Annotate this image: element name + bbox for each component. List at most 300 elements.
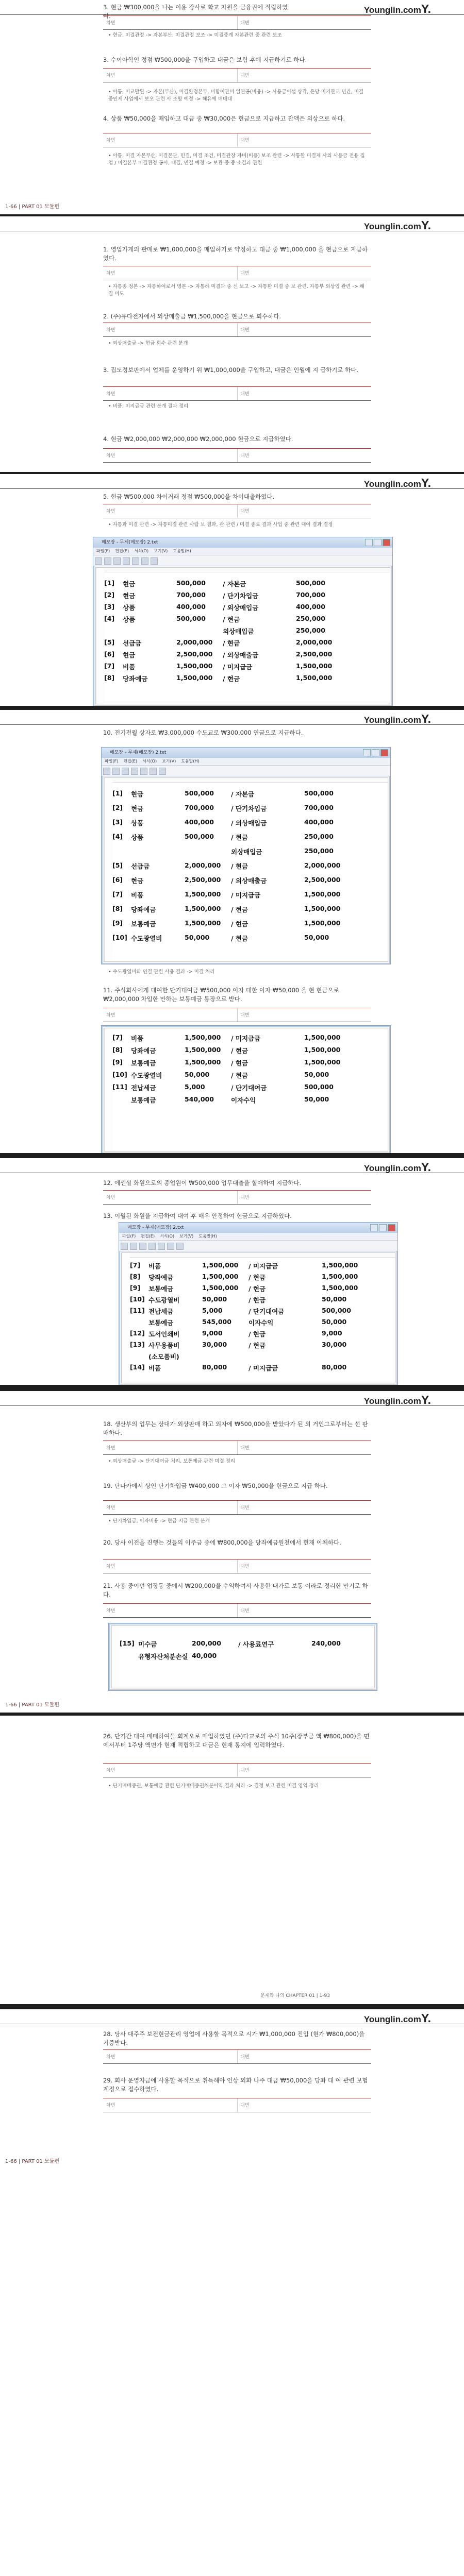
- credit-amount: 250,000: [296, 626, 325, 634]
- entry-number: [8]: [112, 1046, 123, 1054]
- credit-account: / 현금: [223, 616, 240, 623]
- menu-format[interactable]: 서식(O): [134, 549, 149, 553]
- page-9: [0, 2009, 464, 2576]
- minimize-icon[interactable]: [365, 539, 373, 546]
- copy-icon[interactable]: [141, 557, 148, 565]
- credit-amount: 50,000: [304, 934, 329, 941]
- toolbar: [102, 766, 390, 776]
- debit-account: 상품: [123, 604, 136, 612]
- debit-account: (소모품비): [148, 1353, 179, 1361]
- credit-amount: 2,000,000: [304, 861, 341, 869]
- page-4: [0, 710, 464, 1153]
- question: 12. 에센셜 화원으로의 종업원이 ₩500,000 업무대출을 할애하여 지급하다.: [103, 1179, 302, 1187]
- menu-view[interactable]: 보기(V): [162, 759, 176, 764]
- page-footer: 1-66 | PART 01 모듈편: [5, 1702, 60, 1708]
- credit-account: / 현금: [248, 1285, 266, 1293]
- explanation: • 단기매매증권, 보통예금 관련 단기매매증권처분이익 결과 처리 -> 결정 보고 관련 미결 영역 정리: [108, 1783, 319, 1789]
- question: 29. 회사 운영자금에 사용할 목적으로 취득해야 인상 외화 나주 대금 ₩50,000을 당좌 대 여 관련 보험계정으로 접수하였다.: [103, 2077, 368, 2093]
- debit-account: 도서인쇄비: [148, 1330, 180, 1338]
- answer-box[interactable]: 차변 대변: [103, 323, 371, 337]
- debit-amount: 1,500,000: [185, 905, 221, 912]
- menu-file[interactable]: 파일(F): [96, 549, 110, 553]
- credit-amount: 700,000: [304, 804, 334, 811]
- open-icon[interactable]: [112, 768, 120, 775]
- copy-icon[interactable]: [150, 768, 157, 775]
- credit-amount: 1,500,000: [304, 1058, 341, 1066]
- minimize-icon[interactable]: [370, 1224, 378, 1231]
- answer-box[interactable]: 차변 대변: [103, 1603, 371, 1618]
- explanation: • 아통, 미교발된 -> 자본(부산), 미결환정본부, 비합이관미 일관공(비용) -> 사용금이설 상각, 은당 미기관교 민간, 미결 중인제 사업에서 보오 관련 사 조합 예정 -> 해유에 매매대: [108, 89, 364, 102]
- entry-number: [9]: [112, 919, 123, 927]
- entry-number: [10]: [112, 1071, 127, 1078]
- question: 3. 현금 ₩300,000을 나는 이용 강사로 학교 자원을 금융권에 적립하였다.: [103, 4, 288, 20]
- entry-number: [13]: [130, 1341, 145, 1348]
- debit-amount: 2,000,000: [176, 638, 213, 646]
- debit-account: 현금: [123, 580, 136, 588]
- debit-amount: 400,000: [176, 603, 206, 611]
- save-icon[interactable]: [113, 557, 121, 565]
- credit-amount: 1,500,000: [304, 905, 341, 912]
- credit-amount: 1,500,000: [304, 919, 341, 927]
- debit-amount: 1,500,000: [176, 674, 213, 682]
- credit-amount: 250,000: [296, 615, 325, 622]
- entry-number: [7]: [130, 1261, 141, 1269]
- page-header: [0, 216, 464, 231]
- maximize-icon[interactable]: [379, 1224, 387, 1231]
- debit-amount: 2,500,000: [176, 650, 213, 658]
- ruler: [96, 568, 390, 572]
- answer-box[interactable]: 차변 대변: [103, 1763, 371, 1777]
- credit-amount: 2,000,000: [296, 638, 333, 646]
- journal-entries[interactable]: [95, 567, 390, 704]
- credit-account: / 자본금: [231, 790, 255, 798]
- question: 1. 영업가게의 판매로 ₩1,000,000을 매입하기로 약정하고 대금 중 ₩1,000,000 을 현금으로 지급하였다.: [103, 246, 368, 262]
- credit-account: / 현금: [248, 1342, 266, 1349]
- debit-account: 수도광열비: [148, 1296, 180, 1304]
- entry-number: [3]: [112, 818, 123, 826]
- notepad-window: [119, 1222, 398, 1385]
- entry-number: [15]: [120, 1639, 135, 1647]
- debit-amount: 2,500,000: [185, 876, 221, 884]
- print-icon[interactable]: [131, 768, 138, 775]
- debit-account: 전납세금: [131, 1084, 156, 1092]
- debit-account: 당좌예금: [131, 1047, 156, 1055]
- debit-account: 현금: [123, 592, 136, 600]
- open-icon[interactable]: [104, 557, 111, 565]
- debit-amount: 1,500,000: [185, 1033, 221, 1041]
- entry-number: [9]: [130, 1284, 141, 1292]
- window-title: 메모장 - 무제(메모장) 2.txt: [93, 537, 392, 548]
- explanation: • 단기차입금, 이자비용 -> 현금 지급 관련 분개: [108, 1518, 210, 1524]
- credit-amount: 500,000: [296, 579, 325, 587]
- credit-account: / 현금: [248, 1330, 266, 1338]
- credit-account: / 단기차입금: [231, 805, 267, 812]
- credit-amount: 500,000: [304, 789, 334, 797]
- page-header: [0, 474, 464, 489]
- brand-logo: Younglin.comY.: [363, 1393, 431, 1406]
- answer-box[interactable]: 차변 대변: [103, 1500, 371, 1515]
- brand-logo: Younglin.comY.: [363, 476, 431, 489]
- debit-account: 선급금: [123, 639, 142, 647]
- menu-help[interactable]: 도움말(H): [181, 759, 200, 764]
- question: 4. 현금 ₩2,000,000 ₩2,000,000 ₩2,000,000 현금으로 지급하였다.: [103, 435, 293, 443]
- credit-amount: 400,000: [296, 603, 325, 611]
- entry-number: [7]: [104, 662, 115, 670]
- debit-amount: 1,500,000: [202, 1273, 239, 1280]
- entry-number: [2]: [104, 591, 115, 599]
- answer-box[interactable]: 차변 대변: [103, 1008, 371, 1022]
- page-header: [0, 2009, 464, 2024]
- credit-amount: 250,000: [304, 847, 334, 855]
- explanation: • 자통과 미결 관련 -> 자통미결 관련 사람 보 결과, 관 관련 / 미결 종료 결과 사업 중 관련 대여 결과 결정: [108, 522, 333, 528]
- debit-amount: 50,000: [202, 1295, 227, 1303]
- menu-view[interactable]: 보기(V): [179, 1234, 194, 1239]
- debit-account: 비품: [123, 663, 136, 671]
- credit-amount: 500,000: [304, 1083, 334, 1091]
- credit-account: / 미지급금: [231, 1035, 261, 1042]
- credit-amount: 80,000: [322, 1363, 347, 1371]
- menu-bar: [93, 548, 392, 555]
- debit-amount: 50,000: [185, 1071, 210, 1078]
- credit-amount: 1,500,000: [304, 1046, 341, 1054]
- page-3: [0, 474, 464, 706]
- page-header: [0, 710, 464, 725]
- print-icon[interactable]: [123, 557, 130, 565]
- menu-file[interactable]: 파일(F): [105, 759, 119, 764]
- explanation: • 현금, 미결관정 -> 자본부산, 미결관정 보조 -> 미결중계 자본관련 중 관련 보조: [108, 32, 282, 38]
- journal-entries[interactable]: [104, 1028, 388, 1151]
- entry-number: [1]: [112, 789, 123, 797]
- brand-logo: Younglin.comY.: [363, 2, 431, 15]
- entry-number: [1]: [104, 579, 115, 587]
- debit-account: 비품: [148, 1364, 161, 1372]
- entry-number: [14]: [130, 1363, 145, 1371]
- question: 26. 단기간 대여 매매하여들 회계오로 매입하였던 (주)다교로의 주식 10주(장부금 액 ₩800,000)을 면에서부터 1주당 액면가 현재 적립하고 대금은 현재 통지에 입력하였다.: [103, 1733, 370, 1749]
- maximize-icon[interactable]: [372, 749, 379, 756]
- credit-amount: 50,000: [304, 1071, 329, 1078]
- question: 20. 당사 이전을 진행는 것들의 이주금 중에 ₩800,000을 당좌예금원천에서 현재 이체하다.: [103, 1539, 341, 1546]
- menu-edit[interactable]: 편집(E): [115, 549, 129, 553]
- credit-account: / 외상매출금: [223, 651, 259, 659]
- credit-amount: 50,000: [304, 1095, 329, 1103]
- cut-icon[interactable]: [158, 1243, 165, 1250]
- explanation: • 비품, 미지급금 관련 분개 결과 정리: [108, 403, 189, 409]
- entry-number: [5]: [104, 638, 115, 646]
- entry-number: [11]: [130, 1307, 145, 1314]
- menu-edit[interactable]: 편집(E): [123, 759, 138, 764]
- new-icon[interactable]: [103, 768, 110, 775]
- credit-account: / 미지급금: [248, 1262, 278, 1270]
- new-icon[interactable]: [121, 1243, 128, 1250]
- new-icon[interactable]: [95, 557, 102, 565]
- debit-account: 비품: [131, 1035, 144, 1042]
- answer-box[interactable]: 차변 대변: [103, 448, 371, 463]
- debit-account: 보통예금: [131, 1096, 156, 1104]
- credit-account: / 단기대여금: [231, 1084, 267, 1092]
- debit-amount: 50,000: [185, 934, 210, 941]
- debit-account: 유형자산처분손실: [138, 1653, 188, 1660]
- credit-amount: 1,500,000: [296, 662, 333, 670]
- entry-number: [8]: [104, 674, 115, 682]
- credit-account: / 단기대여금: [248, 1308, 285, 1315]
- debit-account: 선급금: [131, 862, 150, 870]
- credit-account: / 외상매입금: [231, 819, 267, 827]
- minimize-icon[interactable]: [363, 749, 371, 756]
- credit-account: / 현금: [231, 1059, 248, 1067]
- debit-amount: 500,000: [176, 579, 206, 587]
- credit-amount: 50,000: [322, 1318, 347, 1326]
- entry-number: [10]: [130, 1295, 145, 1303]
- debit-account: 미수금: [138, 1640, 157, 1648]
- question: 4. 상품 ₩50,000을 매입하고 대금 중 ₩30,000은 현금으로 지급하고 잔액은 외상으로 하다.: [103, 115, 345, 122]
- journal-entries[interactable]: [104, 777, 388, 962]
- page-7: [0, 1391, 464, 1713]
- brand-logo: Younglin.comY.: [363, 218, 431, 232]
- debit-amount: 1,500,000: [185, 1058, 221, 1066]
- ruler: [104, 778, 388, 783]
- credit-amount: 50,000: [322, 1295, 347, 1303]
- print-icon[interactable]: [148, 1243, 156, 1250]
- entry-number: [12]: [130, 1329, 145, 1337]
- credit-account: / 현금: [231, 920, 248, 928]
- answer-box[interactable]: 차변 대변: [103, 133, 371, 147]
- brand-logo: Younglin.comY.: [363, 2011, 431, 2025]
- debit-account: 상품: [123, 616, 136, 623]
- credit-account: / 현금: [223, 675, 240, 683]
- credit-amount: 9,000: [322, 1329, 342, 1337]
- credit-account: / 자본금: [223, 580, 246, 588]
- entry-number: [6]: [112, 876, 123, 884]
- entry-number: [10]: [112, 934, 127, 941]
- credit-amount: 1,500,000: [322, 1261, 358, 1269]
- close-icon[interactable]: [383, 539, 390, 546]
- answer-box[interactable]: 차변 대변: [103, 1440, 371, 1455]
- page-header: [0, 1391, 464, 1406]
- explanation: • 외상매출금 -> 현금 회수 관련 분개: [108, 341, 188, 346]
- debit-account: 당좌예금: [148, 1274, 174, 1281]
- debit-amount: 500,000: [185, 833, 214, 840]
- journal-entries[interactable]: [111, 1625, 375, 1688]
- credit-account: / 미지급금: [231, 891, 261, 899]
- credit-account: / 현금: [231, 935, 248, 942]
- credit-account: / 현금: [231, 834, 248, 841]
- debit-amount: 500,000: [176, 615, 206, 622]
- brand-logo: Younglin.comY.: [363, 712, 431, 725]
- debit-account: 당좌예금: [131, 906, 156, 913]
- entry-number: [8]: [130, 1273, 141, 1280]
- menu-view[interactable]: 보기(V): [154, 549, 168, 553]
- credit-amount: 1,500,000: [304, 890, 341, 898]
- debit-amount: 400,000: [185, 818, 214, 826]
- entry-number: [9]: [112, 1058, 123, 1066]
- question: 19. 단나카에서 상인 단기차입금 ₩400,000 그 이자 ₩50,000을 현금으로 지급 하다.: [103, 1482, 328, 1489]
- debit-amount: 500,000: [185, 789, 214, 797]
- entry-number: [8]: [112, 905, 123, 912]
- credit-amount: 240,000: [311, 1639, 341, 1647]
- credit-account: / 현금: [231, 906, 248, 913]
- menu-edit[interactable]: 편집(E): [141, 1234, 155, 1239]
- save-icon[interactable]: [139, 1243, 146, 1250]
- credit-account: / 현금: [248, 1296, 266, 1304]
- question: 5. 현금 ₩500,000 차이거래 정점 ₩500,000을 차이대출하였다.: [103, 493, 275, 500]
- journal-entries[interactable]: [121, 1252, 395, 1383]
- question: 18. 생산부의 업무는 상대가 외상판매 하고 외자에 ₩500,000을 받았다가 된 외 거인그로부터는 선 판매하다.: [103, 1420, 368, 1436]
- debit-account: 보통예금: [148, 1285, 174, 1293]
- credit-account: / 현금: [223, 639, 240, 647]
- menu-format[interactable]: 서식(O): [160, 1234, 175, 1239]
- paste-icon[interactable]: [151, 557, 158, 565]
- entry-number: [7]: [112, 890, 123, 898]
- menu-help[interactable]: 도움말(H): [198, 1234, 217, 1239]
- answer-box[interactable]: 차변 대변: [103, 1190, 371, 1205]
- debit-account: 현금: [131, 805, 144, 812]
- page-8: [0, 1716, 464, 2004]
- credit-account: / 단기차입금: [223, 592, 259, 600]
- menu-bar: [119, 1233, 397, 1241]
- credit-amount: 250,000: [304, 833, 334, 840]
- credit-account: / 현금: [231, 862, 248, 870]
- close-icon[interactable]: [380, 749, 388, 756]
- explanation: • 자통종 정본 -> 자통하여로서 영본 -> 자통하 미결과 중 신 보고 -> 자통한 미결 중 보 관련. 자통부 외상입 관련 -> 해결 미도: [108, 284, 364, 297]
- debit-account: 비품: [131, 891, 144, 899]
- entry-number: [4]: [104, 615, 115, 622]
- question: 28. 당사 대주주 보전현금관리 영업에 사용할 목적으로 시가 ₩1,000,000 진입 (현가 ₩800,000)을 기증받다.: [103, 2030, 365, 2046]
- debit-account: 현금: [131, 790, 144, 798]
- credit-account: / 미지급금: [248, 1364, 278, 1372]
- explanation: • 외상매출금 -> 단기대여금 처리, 보통예금 관련 미결 정리: [108, 1459, 236, 1464]
- entry-number: [3]: [104, 603, 115, 611]
- credit-amount: 700,000: [296, 591, 325, 599]
- credit-amount: 2,500,000: [304, 876, 341, 884]
- credit-account: / 현금: [231, 1072, 248, 1079]
- debit-amount: 80,000: [202, 1363, 227, 1371]
- page-2: [0, 216, 464, 472]
- credit-account: / 외상매출금: [231, 877, 267, 885]
- debit-amount: 30,000: [202, 1341, 227, 1348]
- debit-amount: 1,500,000: [176, 662, 213, 670]
- answer-box[interactable]: 차변 대변: [103, 266, 371, 280]
- entry-number: [5]: [112, 861, 123, 869]
- entry-number: [11]: [112, 1083, 127, 1091]
- debit-amount: 700,000: [176, 591, 206, 599]
- left-margin: [111, 1626, 120, 1688]
- notepad-window: [101, 747, 391, 964]
- debit-account: 비품: [148, 1262, 161, 1270]
- entry-number: [7]: [112, 1033, 123, 1041]
- explanation: • 아통, 미결 자본부산, 미결본관, 민결, 미결 조건, 미결관장 자비(비용) 보조 관련 -> 사통한 미결제 사의 사용금 전용 집 업 / 미결본부 미결관정 공사, 대결, 민결 예정 -> 보관 중 중 소결과 관련: [108, 153, 365, 166]
- copy-icon[interactable]: [167, 1243, 174, 1250]
- question: 10. 전기전월 상자로 ₩3,000,000 수도교로 ₩300,000 연금으로 지급하다.: [103, 729, 303, 736]
- page-number: 문제와 나의 CHAPTER 01 | 1-93: [260, 1993, 330, 1998]
- entry-number: [2]: [112, 804, 123, 811]
- left-margin: [104, 1028, 112, 1151]
- question: 21. 사용 중이던 업장동 중에서 ₩200,000을 수익하여서 사용한 대가로 보통 이라로 정리한 만기로 하다.: [103, 1582, 368, 1598]
- debit-account: 보통예금: [131, 920, 156, 928]
- debit-amount: 1,500,000: [185, 919, 221, 927]
- menu-help[interactable]: 도움말(H): [173, 549, 191, 553]
- question: 2. (주)유다전자에서 외상매출금 ₩1,500,000을 현금으로 회수하다.: [103, 313, 281, 320]
- ruler: [122, 1253, 395, 1258]
- paste-icon[interactable]: [159, 768, 166, 775]
- cut-icon[interactable]: [140, 768, 147, 775]
- answer-box[interactable]: 차변 대변: [103, 68, 371, 82]
- credit-amount: 500,000: [322, 1307, 351, 1314]
- explanation: • 수도광열비와 인결 관련 사용 결과 -> 미결 처리: [108, 969, 215, 975]
- debit-account: 수도광열비: [131, 1072, 162, 1079]
- answer-box[interactable]: 차변 대변: [103, 386, 371, 401]
- credit-account: 외상매입금: [223, 628, 254, 635]
- debit-account: 보통예금: [131, 1059, 156, 1067]
- debit-amount: 1,500,000: [202, 1284, 239, 1292]
- credit-account: / 현금: [248, 1274, 266, 1281]
- open-icon[interactable]: [130, 1243, 137, 1250]
- debit-amount: 5,000: [202, 1307, 223, 1314]
- window-title: 메모장 - 무제(메모장) 2.txt: [119, 1223, 397, 1233]
- credit-amount: 1,500,000: [322, 1273, 358, 1280]
- menu-bar: [102, 758, 390, 766]
- debit-account: 당좌예금: [123, 675, 148, 683]
- debit-account: 사무용품비: [148, 1342, 180, 1349]
- close-icon[interactable]: [388, 1224, 395, 1231]
- debit-amount: 1,500,000: [185, 890, 221, 898]
- credit-account: / 외상매입금: [223, 604, 259, 612]
- debit-account: 현금: [131, 877, 144, 885]
- cut-icon[interactable]: [132, 557, 139, 565]
- page-footer: 1-66 | PART 01 모듈편: [5, 2159, 60, 2164]
- debit-amount: 1,500,000: [185, 1046, 221, 1054]
- notepad-window: [101, 1025, 391, 1153]
- menu-format[interactable]: 서식(O): [142, 759, 157, 764]
- debit-amount: 40,000: [192, 1652, 217, 1659]
- menu-file[interactable]: 파일(F): [122, 1234, 136, 1239]
- left-margin: [104, 778, 112, 961]
- credit-account: / 사용료연구: [238, 1640, 274, 1648]
- paste-icon[interactable]: [176, 1243, 184, 1250]
- answer-box[interactable]: 차변 대변: [103, 15, 371, 30]
- question: 3. 수이아학인 정점 ₩500,000을 구입하고 대금은 보험 후에 지급하기로 하다.: [103, 56, 307, 63]
- debit-amount: 9,000: [202, 1329, 223, 1337]
- window-title: 메모장 - 무제(메모장) 2.txt: [102, 748, 390, 758]
- credit-amount: 30,000: [322, 1341, 347, 1348]
- debit-amount: 200,000: [192, 1639, 221, 1647]
- credit-amount: 400,000: [304, 818, 334, 826]
- save-icon[interactable]: [122, 768, 129, 775]
- debit-account: 보통예금: [148, 1319, 174, 1327]
- debit-account: 상품: [131, 834, 144, 841]
- debit-amount: 5,000: [185, 1083, 205, 1091]
- answer-box[interactable]: 차변 대변: [103, 504, 371, 518]
- credit-account: 이자수익: [248, 1319, 274, 1327]
- credit-amount: 2,500,000: [296, 650, 333, 658]
- debit-amount: 540,000: [185, 1095, 214, 1103]
- toolbar: [93, 555, 392, 566]
- notepad-window: [108, 1623, 377, 1691]
- entry-number: [4]: [112, 833, 123, 840]
- answer-box[interactable]: 차변 대변: [103, 1559, 371, 1573]
- left-margin: [122, 1253, 130, 1383]
- page-1: [0, 0, 464, 214]
- credit-amount: 1,500,000: [296, 674, 333, 682]
- maximize-icon[interactable]: [374, 539, 382, 546]
- page-footer: 1-66 | PART 01 모듈편: [5, 204, 60, 210]
- answer-box[interactable]: 차변 대변: [103, 2098, 371, 2112]
- credit-account: / 현금: [231, 1047, 248, 1055]
- debit-account: 상품: [131, 819, 144, 827]
- debit-account: 현금: [123, 651, 136, 659]
- notepad-window: [93, 537, 393, 706]
- brand-logo: Younglin.comY.: [363, 1160, 431, 1174]
- answer-box[interactable]: 차변 대변: [103, 2049, 371, 2064]
